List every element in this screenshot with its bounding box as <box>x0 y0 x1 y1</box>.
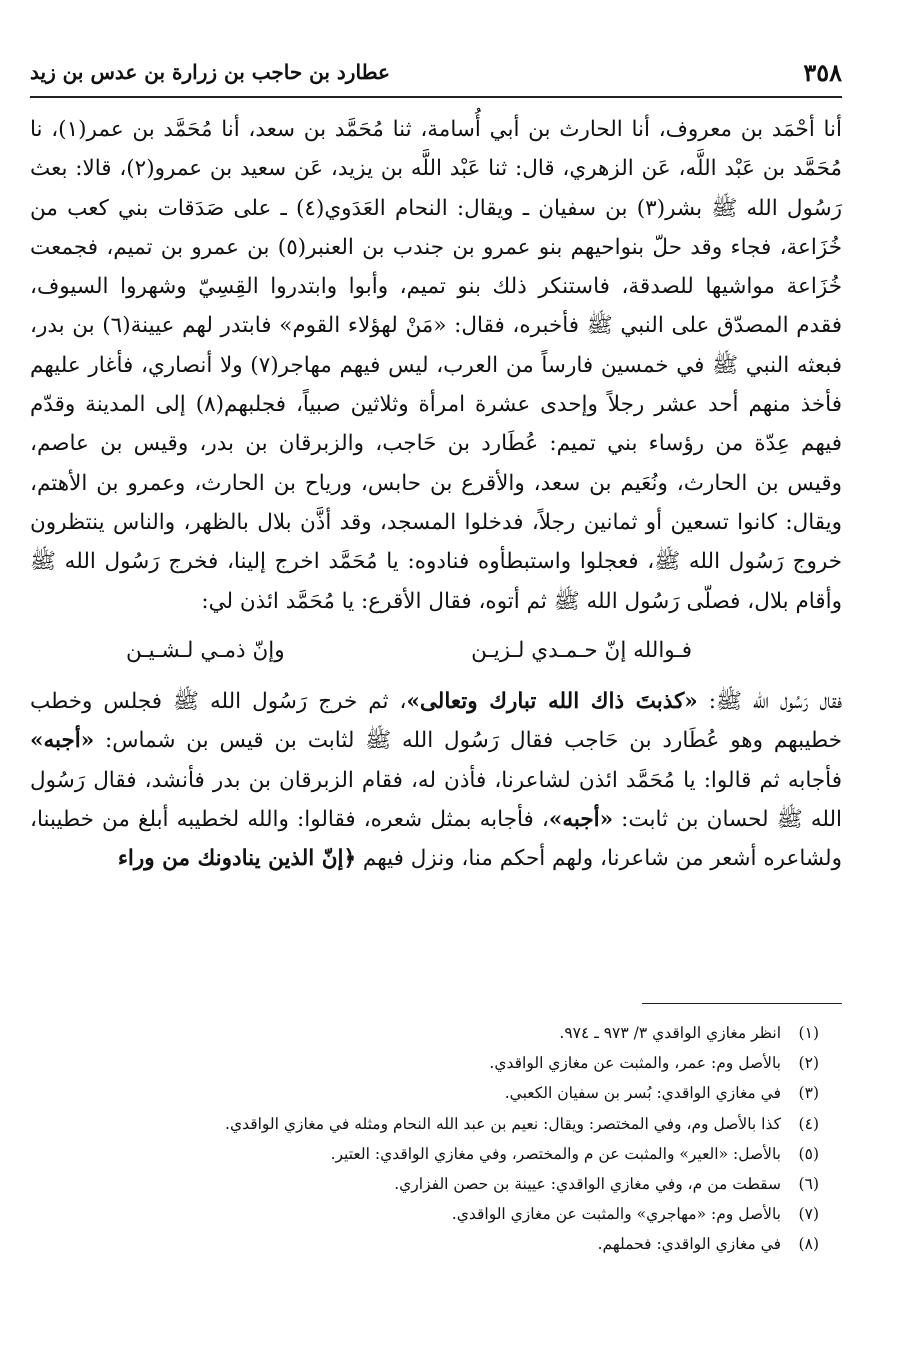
quote-answer-2: «أجبه» <box>548 807 614 833</box>
footnote-item <box>30 1139 819 1169</box>
paragraph-2-part-e: فأجابه ثم قالوا: يا مُحَمَّد ائذن لشاعرنا، فأذن له، فقام الزبرقان بن بدر فأنشد، فقال رَسُول الله ﷺ لحسان بن ثابت: <box>30 767 842 833</box>
footnote-text: انظر مغازي الواقدي ٣/ ٩٧٣ ـ ٩٧٤. <box>559 1024 781 1042</box>
footnote-number: (٤) <box>798 1114 819 1133</box>
footnote-text: في مغازي الواقدي: فحملهم. <box>597 1235 781 1254</box>
paragraph-2 <box>30 682 842 878</box>
paragraph-2-part-c: ، ثم خرج رَسُول الله ﷺ فجلس وخطب خطيبهم وهو عُطَارد بن حَاجب فقال رَسُول الله ﷺ لثابت بن قيس بن شماس: <box>30 689 842 754</box>
footnote-item <box>30 1048 819 1078</box>
footnote-number: (٨) <box>798 1235 819 1254</box>
hadith-quote: «كذبتَ ذاك الله تبارك وتعالى» <box>406 689 698 715</box>
footnote-text: كذا بالأصل وم، وفي المختصر: ويقال: نعيم بن عبد الله النحام ومثله في مغازي الواقدي. <box>225 1114 781 1133</box>
footnote-number: (٢) <box>798 1054 819 1073</box>
verse-line <box>30 631 842 670</box>
footnote-divider <box>642 1003 842 1004</box>
footnote-item <box>30 1109 819 1139</box>
paragraph-2-part-g: ، فأجابه بمثل شعره، فقالوا: والله لخطيبه أبلغ من خطيبنا، ولشاعره أشعر من شاعرنا، ولهم أحكم منا، ونزل فيهم <box>30 807 842 872</box>
main-text <box>30 110 842 879</box>
footnote-item <box>30 1018 819 1048</box>
page-header <box>30 52 842 98</box>
footnote-text: بالأصل وم: «مهاجري» والمثبت عن مغازي الواقدي. <box>451 1205 781 1224</box>
verse-first-hemistich: فـوالله إنّ حـمـدي لـزيـن <box>471 637 692 663</box>
footnote-number: (٣) <box>798 1084 819 1103</box>
quote-answer-1: «أجبه» <box>30 728 95 754</box>
footnote-number: (٧) <box>798 1205 819 1224</box>
footnote-text: بالأصل: «العير» والمثبت عن م والمختصر، وفي مغازي الواقدي: العتير. <box>330 1144 781 1163</box>
footnote-item <box>30 1229 819 1259</box>
running-title: عطارد بن حاجب بن زرارة بن عدس بن زيد <box>30 60 390 84</box>
footnote-item <box>30 1078 819 1108</box>
quran-verse: ﴿إنّ الذين ينادونك من وراء <box>117 846 357 872</box>
footnote-text: في مغازي الواقدي: بُسر بن سفيان الكعبي. <box>504 1084 781 1103</box>
footnote-item <box>30 1199 819 1229</box>
footnotes <box>30 1018 819 1260</box>
footnote-number: (٦) <box>798 1175 819 1194</box>
verse-second-hemistich: وإنّ ذمـي لـشـيـن <box>126 637 285 663</box>
paragraph-2-part-a: فقال رَسُول الله ﷺ: <box>697 689 842 715</box>
footnote-item <box>30 1169 819 1199</box>
footnote-text: سقطت من م، وفي مغازي الواقدي: عيينة بن حصن الفزاري. <box>394 1175 781 1194</box>
page-number: ٣٥٨ <box>803 58 842 87</box>
footnote-number: (٥) <box>798 1144 819 1163</box>
footnote-number: (١) <box>798 1024 819 1042</box>
footnote-text: بالأصل وم: عمر، والمثبت عن مغازي الواقدي. <box>489 1054 781 1073</box>
paragraph-1: أنا أحْمَد بن معروف، أنا الحارث بن أبي أُسامة، ثنا مُحَمَّد بن سعد، أنا مُحَمَّد بن عمر(١)، نا مُحَمَّد بن عَبْد اللَّه، عَن الزهري، قال: ثنا عَبْد اللَّه بن يزيد، عَن سعيد بن عمرو(٢)، قالا: بعث رَسُول الله ﷺ بشر(٣) بن سفيان ـ ويقال: النحام العَدَوي(٤) ـ على صَدَقات بني كعب من خُزَاعة، فجاء وقد حلّ بنواحيهم بنو عمرو بن جندب بن العنبر(٥) بن عمرو بن تميم، فجمعت خُزَاعة مواشيها للصدقة، فاستنكر ذلك بنو تميم، وأبوا وابتدروا القِسِيّ وشهروا السيوف، فقدم المصدّق على النبي ﷺ فأخبره، فقال: «مَنْ لهؤلاء القوم» فابتدر لهم عيينة(٦) بن بدر، فبعثه النبي ﷺ في خمسين فارساً من العرب، ليس فيهم مهاجر(٧) ولا أنصاري، فأغار عليهم فأخذ منهم أحد عشر رجلاً وإحدى عشرة امرأة وثلاثين صبياً، فجلبهم(٨) إلى المدينة وقدّم فيهم عِدّة من رؤساء بني تميم: عُطَارد بن حَاجب، والزبرقان بن بدر، وقيس بن عاصم، وقيس بن الحارث، ونُعَيم بن سعد، والأقرع بن حابس، ورياح بن الحارث، وعمرو بن الأهتم، ويقال: كانوا تسعين أو ثمانين رجلاً، فدخلوا المسجد، وقد أذَّن بلال بالظهر، والناس ينتظرون خروج رَسُول الله ﷺ، فعجلوا واستبطأوه فنادوه: يا مُحَمَّد اخرج إلينا، فخرج رَسُول الله ﷺ وأقام بلال، فصلّى رَسُول الله ﷺ ثم أتوه، فقال الأقرع: يا مُحَمَّد ائذن لي: <box>30 117 843 614</box>
